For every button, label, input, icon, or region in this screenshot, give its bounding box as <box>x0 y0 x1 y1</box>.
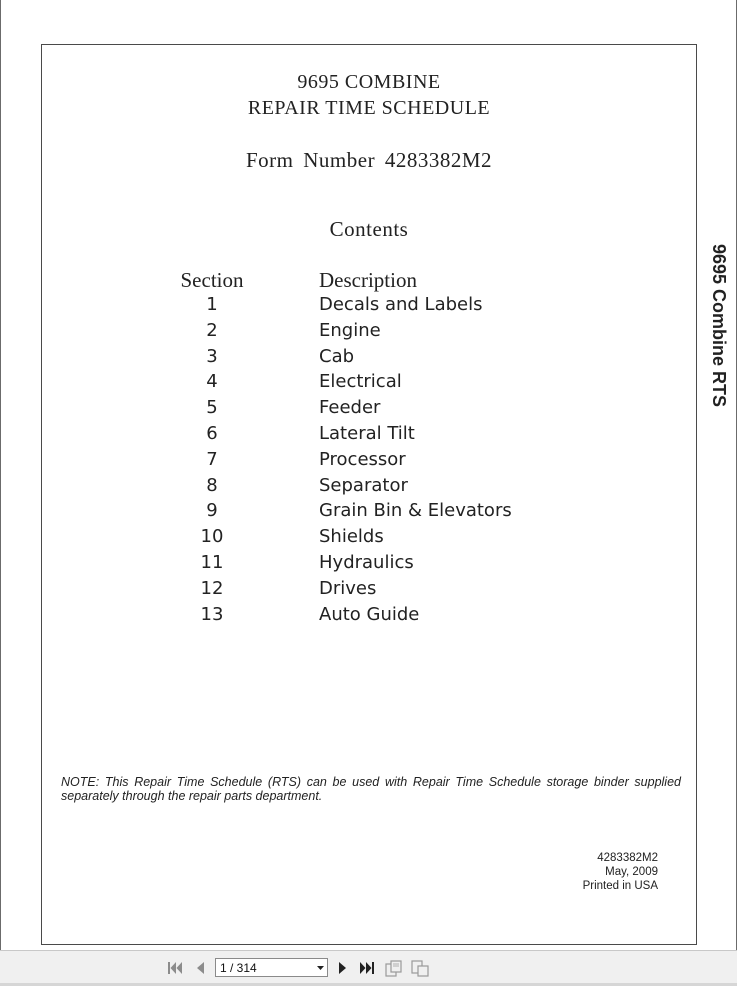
toc-section-number: 2 <box>206 319 218 341</box>
toc-row <box>42 320 696 346</box>
toc-description: Drives <box>319 577 377 599</box>
toc-row <box>42 578 696 604</box>
next-page-icon <box>337 961 349 975</box>
copy-page-button[interactable] <box>385 959 403 977</box>
toc-description: Separator <box>319 474 408 496</box>
toc-row <box>42 604 696 630</box>
chevron-down-icon <box>313 966 327 970</box>
toc-section-number: 13 <box>200 603 224 625</box>
footer-date: May, 2009 <box>605 866 658 878</box>
toc-row <box>42 475 696 501</box>
document-title-line2: REPAIR TIME SCHEDULE <box>247 97 491 119</box>
toc-row <box>42 500 696 526</box>
toc-description: Shields <box>319 526 384 548</box>
toc-row <box>42 397 696 423</box>
toc-description: Decals and Labels <box>319 294 483 315</box>
viewer-toolbar <box>0 950 737 986</box>
toc-description: Grain Bin & Elevators <box>319 500 512 522</box>
toc-section-number: 10 <box>200 526 224 548</box>
page-indicator: 1 / 314 <box>220 960 257 975</box>
side-tab-label: 9695 Combine RTS <box>709 244 729 408</box>
toc-row <box>42 449 696 475</box>
footer-printed: Printed in USA <box>582 880 658 892</box>
toc-description: Cab <box>319 345 355 367</box>
last-page-button[interactable] <box>358 959 376 977</box>
footer-part-number: 4283382M2 <box>597 852 658 864</box>
last-page-icon <box>359 961 375 975</box>
toc-description: Lateral Tilt <box>319 422 415 444</box>
toc-section-number: 11 <box>200 551 224 573</box>
form-number: Form Number 4283382M2 <box>246 148 492 172</box>
toc-section-number: 4 <box>206 371 218 393</box>
toc-section-number: 9 <box>206 500 218 522</box>
toc-description: Auto Guide <box>319 603 420 625</box>
document-page <box>41 44 697 945</box>
toc-section-number: 1 <box>206 294 218 315</box>
first-page-button[interactable] <box>166 959 184 977</box>
description-column-header: Description <box>319 268 417 292</box>
toc-section-number: 12 <box>200 577 224 599</box>
toc-row <box>42 552 696 578</box>
toc-row <box>42 526 696 552</box>
page-number-select[interactable] <box>215 958 328 977</box>
next-page-button[interactable] <box>334 959 352 977</box>
toc-description: Feeder <box>319 397 381 419</box>
toc-description: Engine <box>319 319 381 341</box>
section-column-header: Section <box>180 268 244 292</box>
toc-description: Hydraulics <box>319 551 414 573</box>
toc-section-number: 7 <box>206 448 218 470</box>
document-title-line1: 9695 COMBINE <box>297 71 441 93</box>
toc-section-number: 5 <box>206 397 218 419</box>
contents-heading: Contents <box>329 217 409 241</box>
toc-section-number: 3 <box>206 345 218 367</box>
document-footer-info <box>583 851 658 893</box>
previous-page-icon <box>194 961 206 975</box>
toc-description: Electrical <box>319 371 402 393</box>
table-of-contents <box>42 294 696 629</box>
page-view-icon <box>411 960 429 977</box>
toc-section-number: 6 <box>206 422 218 444</box>
toc-row <box>42 294 696 320</box>
toc-section-number: 8 <box>206 474 218 496</box>
toc-row <box>42 371 696 397</box>
page-view-button[interactable] <box>411 959 429 977</box>
toc-row <box>42 346 696 372</box>
toc-row <box>42 423 696 449</box>
first-page-icon <box>167 961 183 975</box>
note-text: NOTE: This Repair Time Schedule (RTS) can be used with Repair Time Schedule storage binder supplied separately through the repair parts department. <box>61 775 681 803</box>
previous-page-button[interactable] <box>191 959 209 977</box>
copy-page-icon <box>385 960 403 977</box>
toc-description: Processor <box>319 448 406 470</box>
